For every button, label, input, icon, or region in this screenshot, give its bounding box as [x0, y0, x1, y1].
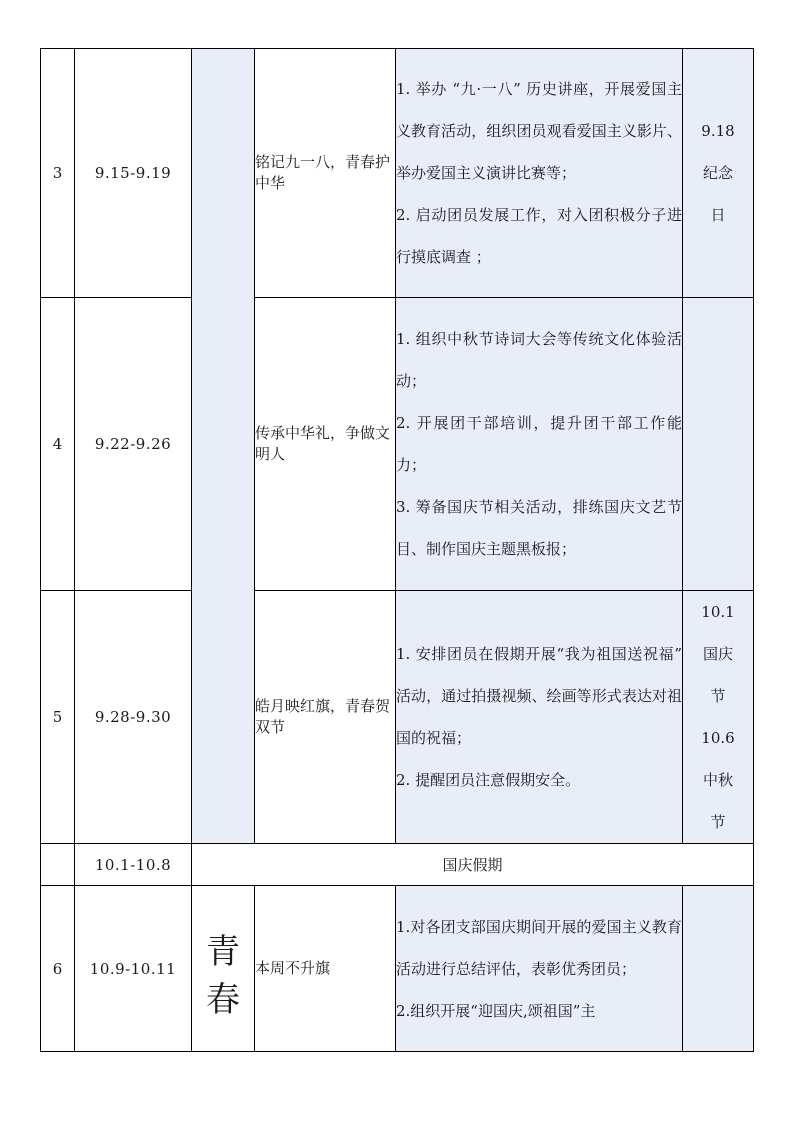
week-number: 3 [41, 49, 75, 298]
content-item: 1.对各团支部国庆期间开展的爱国主义教育活动进行总结评估，表彰优秀团员； [396, 917, 682, 978]
week-note [683, 886, 754, 1052]
week-topic: 皓月映红旗，青春贺双节 [255, 591, 396, 844]
theme-char: 青 [206, 931, 240, 972]
week-number: 5 [41, 591, 75, 844]
content-item: 1. 组织中秋节诗词大会等传统文化体验活动； [396, 330, 682, 390]
week-topic: 传承中华礼，争做文明人 [255, 298, 396, 591]
week-dates: 9.28-9.30 [75, 591, 192, 844]
note-line: 9.18 [701, 122, 735, 140]
note-line: 中秋 [702, 771, 733, 789]
content-item: 2. 启动团员发展工作，对入团积极分子进行摸底调查 ； [396, 206, 682, 266]
week-dates: 9.15-9.19 [75, 49, 192, 298]
week-content [396, 49, 683, 298]
content-item: 2.组织开展“迎国庆,颂祖国”主 [396, 1001, 596, 1020]
week-number-empty [41, 844, 75, 886]
week-note [683, 591, 754, 844]
content-item: 3. 筹备国庆节相关活动，排练国庆文艺节目、制作国庆主题黑板报； [396, 498, 682, 558]
theme-cell-empty [192, 49, 255, 844]
week-note [683, 49, 754, 298]
week-dates: 9.22-9.26 [75, 298, 192, 591]
note-line: 国庆 [702, 645, 733, 663]
week-content [396, 298, 683, 591]
theme-char: 春 [206, 979, 240, 1020]
week-number: 4 [41, 298, 75, 591]
holiday-label: 国庆假期 [192, 844, 754, 886]
content-item: 1. 举办 “九·一八” 历史讲座，开展爱国主义教育活动，组织团员观看爱国主义影片、举办爱国主义演讲比赛等； [396, 80, 682, 182]
holiday-row [41, 844, 754, 886]
note-line: 节 [710, 687, 726, 705]
table-row [41, 298, 754, 591]
note-line: 10.6 [701, 729, 735, 747]
week-topic: 本周不升旗 [255, 886, 396, 1052]
table-row [41, 591, 754, 844]
week-dates: 10.9-10.11 [75, 886, 192, 1052]
table-row [41, 49, 754, 298]
content-item: 2. 开展团干部培训，提升团干部工作能力； [396, 414, 682, 474]
theme-cell [192, 886, 255, 1052]
week-content [396, 591, 683, 844]
week-topic: 铭记九一八，青春护中华 [255, 49, 396, 298]
week-content [396, 886, 683, 1052]
week-number: 6 [41, 886, 75, 1052]
note-line: 日 [710, 206, 726, 224]
content-item: 1. 安排团员在假期开展“我为祖国送祝福” 活动，通过拍摄视频、绘画等形式表达对祖国的祝福； [396, 645, 682, 747]
table-row [41, 886, 754, 1052]
note-line: 10.1 [701, 603, 735, 621]
holiday-dates: 10.1-10.8 [75, 844, 192, 886]
content-item: 2. 提醒团员注意假期安全。 [396, 771, 581, 789]
note-line: 节 [710, 813, 726, 831]
week-note [683, 298, 754, 591]
weekly-plan-table [40, 48, 754, 1052]
note-line: 纪念 [702, 164, 733, 182]
